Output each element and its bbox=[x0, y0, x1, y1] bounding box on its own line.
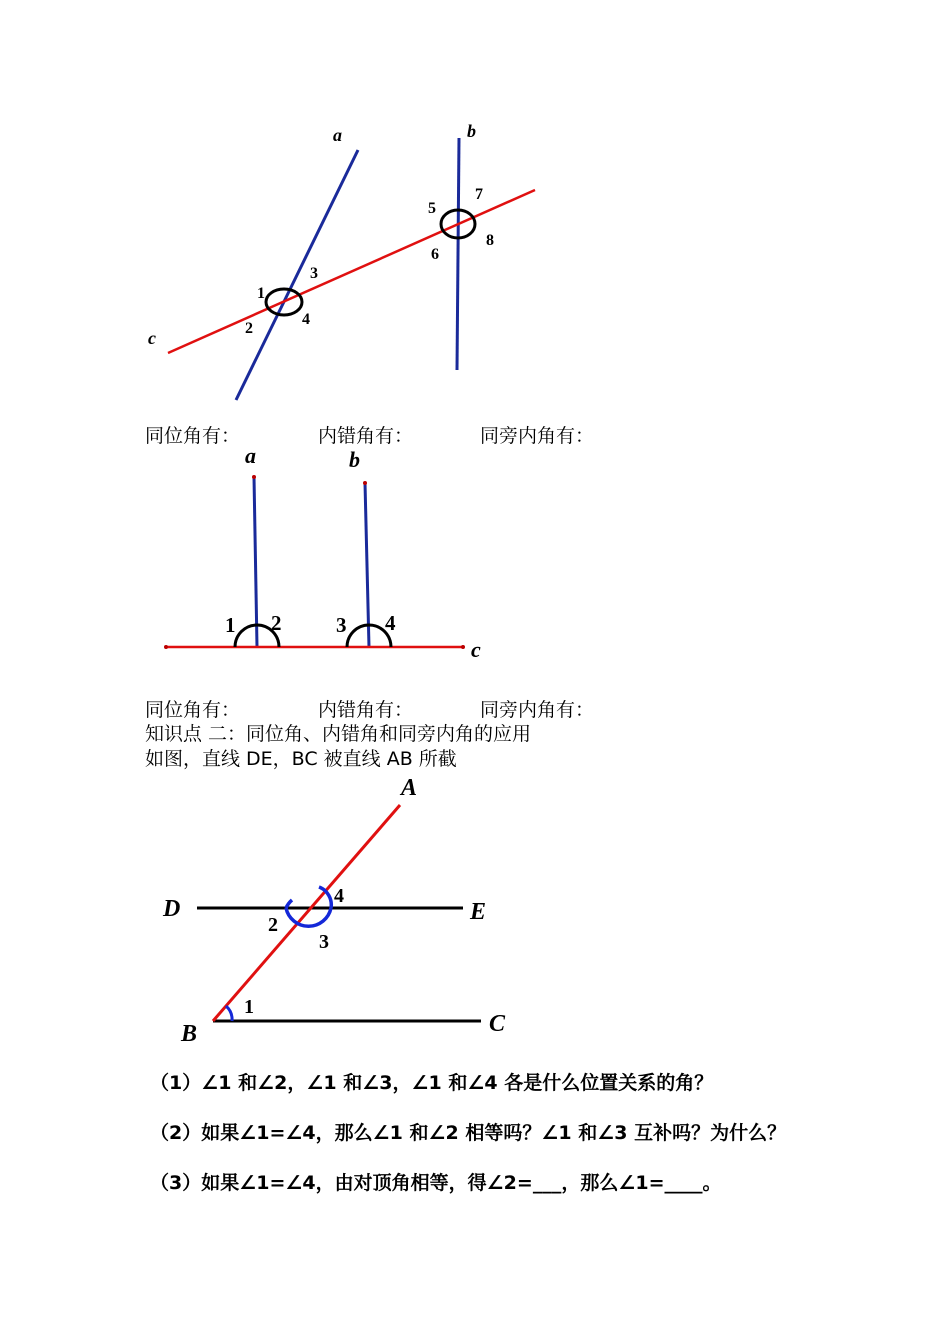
point-c: C bbox=[489, 1011, 506, 1037]
cointerior-angles-label: 同旁内角有： bbox=[480, 425, 595, 447]
angle-2: 2 bbox=[268, 914, 278, 936]
section-title: 知识点 二：同位角、内错角和同旁内角的应用 bbox=[145, 723, 532, 745]
line-b bbox=[457, 138, 459, 370]
label-b: b bbox=[467, 121, 476, 141]
corresponding-angles-label: 同位角有： bbox=[145, 699, 241, 721]
point-e: E bbox=[470, 899, 487, 925]
angle-1: 1 bbox=[257, 285, 265, 302]
line-ab bbox=[213, 805, 400, 1021]
point-b: B bbox=[181, 1021, 198, 1047]
angle-1: 1 bbox=[225, 613, 236, 637]
angle-4: 4 bbox=[302, 311, 310, 328]
point-d: D bbox=[163, 896, 181, 922]
label-c: c bbox=[471, 637, 481, 662]
line-c bbox=[168, 190, 535, 353]
angle-1-marker bbox=[226, 1006, 232, 1021]
question-3: （3）如果∠1=∠4，由对顶角相等，得∠2=___，那么∠1=____。 bbox=[150, 1172, 722, 1194]
angle-7: 7 bbox=[475, 186, 483, 203]
label-c: c bbox=[148, 328, 156, 348]
angle-8: 8 bbox=[486, 232, 494, 249]
angle-1: 1 bbox=[244, 996, 254, 1018]
label-b: b bbox=[349, 447, 360, 472]
figure-intro: 如图，直线 DE，BC 被直线 AB 所截 bbox=[145, 748, 457, 770]
angle-2: 2 bbox=[245, 320, 253, 337]
angle-3: 3 bbox=[336, 613, 347, 637]
angle-2: 2 bbox=[271, 611, 282, 635]
line-a bbox=[254, 477, 257, 647]
figure-transversal-2 bbox=[0, 440, 950, 680]
corresponding-angles-label: 同位角有： bbox=[145, 425, 241, 447]
label-a: a bbox=[245, 443, 256, 468]
question-1: （1）∠1 和∠2，∠1 和∠3，∠1 和∠4 各是什么位置关系的角？ bbox=[150, 1072, 714, 1094]
line-b bbox=[365, 483, 369, 647]
angle-3: 3 bbox=[310, 265, 318, 282]
question-2: （2）如果∠1=∠4，那么∠1 和∠2 相等吗？∠1 和∠3 互补吗？为什么？ bbox=[150, 1122, 787, 1144]
line-a bbox=[236, 150, 358, 400]
point-a: A bbox=[401, 775, 418, 801]
angle-6: 6 bbox=[431, 246, 439, 263]
figure-transversal-1 bbox=[0, 0, 950, 420]
angle-2-3-marker bbox=[286, 900, 331, 926]
angle-5: 5 bbox=[428, 200, 436, 217]
angle-4: 4 bbox=[334, 885, 344, 907]
angle-3: 3 bbox=[319, 931, 329, 953]
angle-4: 4 bbox=[385, 611, 396, 635]
figure-parallel-lines-de-bc bbox=[0, 770, 950, 1055]
alternate-angles-label: 内错角有： bbox=[318, 425, 414, 447]
cointerior-angles-label: 同旁内角有： bbox=[480, 699, 595, 721]
alternate-angles-label: 内错角有： bbox=[318, 699, 414, 721]
label-a: a bbox=[333, 125, 342, 145]
